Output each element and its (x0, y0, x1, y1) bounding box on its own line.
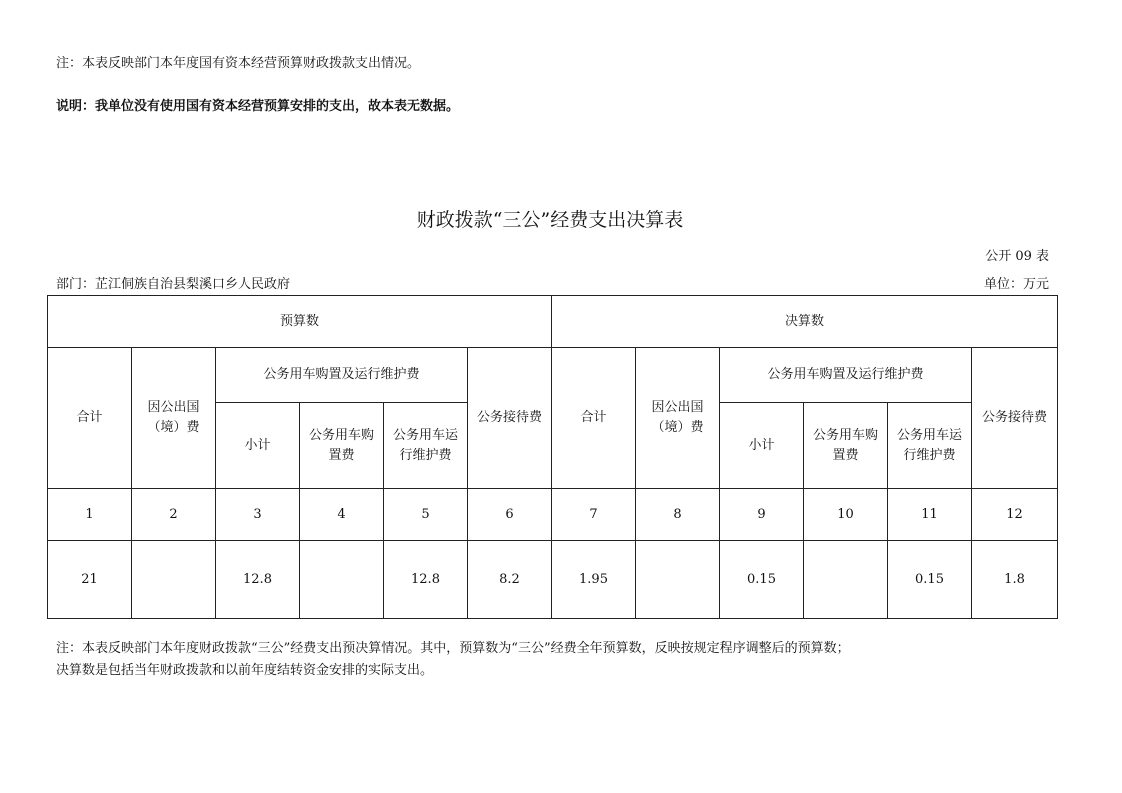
col-number: 1 (48, 489, 132, 541)
final-abroad-header: 因公出国（境）费 (636, 348, 720, 489)
value-cell: 8.2 (468, 541, 552, 619)
form-number: 公开 09 表 (985, 249, 1049, 264)
budget-subtotal-header: 小计 (216, 403, 300, 489)
col-number: 11 (888, 489, 972, 541)
value-cell (636, 541, 720, 619)
budget-vehicle-purchase-header: 公务用车购置费 (300, 403, 384, 489)
col-number: 8 (636, 489, 720, 541)
final-subtotal-header: 小计 (720, 403, 804, 489)
value-row (48, 541, 1058, 619)
col-number: 12 (972, 489, 1058, 541)
final-vehicle-group-header: 公务用车购置及运行维护费 (720, 348, 972, 403)
value-cell: 1.8 (972, 541, 1058, 619)
unit-label: 单位：万元 (983, 277, 1049, 292)
explanation-text: 说明：我单位没有使用国有资本经营预算安排的支出，故本表无数据。 (56, 99, 460, 114)
budget-header: 预算数 (48, 296, 552, 348)
value-cell (132, 541, 216, 619)
final-reception-header: 公务接待费 (972, 348, 1058, 489)
value-cell (300, 541, 384, 619)
value-cell: 0.15 (720, 541, 804, 619)
col-number: 3 (216, 489, 300, 541)
value-cell: 0.15 (888, 541, 972, 619)
col-number: 9 (720, 489, 804, 541)
col-number: 7 (552, 489, 636, 541)
final-header: 决算数 (552, 296, 1058, 348)
value-cell: 12.8 (384, 541, 468, 619)
department-label: 部门：芷江侗族自治县梨溪口乡人民政府 (56, 277, 291, 292)
col-number: 2 (132, 489, 216, 541)
col-number: 5 (384, 489, 468, 541)
note-bottom-line-2: 决算数是包括当年财政拨款和以前年度结转资金安排的实际支出。 (56, 663, 434, 678)
budget-vehicle-operation-header: 公务用车运行维护费 (384, 403, 468, 489)
column-number-row (48, 489, 1058, 541)
table-title: 财政拨款“三公”经费支出决算表 (416, 209, 684, 231)
note-top: 注：本表反映部门本年度国有资本经营预算财政拨款支出情况。 (56, 56, 421, 71)
col-number: 4 (300, 489, 384, 541)
final-total-header: 合计 (552, 348, 636, 489)
value-cell: 21 (48, 541, 132, 619)
note-bottom-line-1: 注：本表反映部门本年度财政拨款“三公”经费支出预决算情况。其中，预算数为“三公”经费全年预算数，反映按规定程序调整后的预算数； (56, 641, 850, 656)
col-number: 10 (804, 489, 888, 541)
budget-reception-header: 公务接待费 (468, 348, 552, 489)
value-cell (804, 541, 888, 619)
value-cell: 12.8 (216, 541, 300, 619)
budget-abroad-header: 因公出国（境）费 (132, 348, 216, 489)
budget-total-header: 合计 (48, 348, 132, 489)
value-cell: 1.95 (552, 541, 636, 619)
col-number: 6 (468, 489, 552, 541)
note-bottom (56, 638, 1056, 682)
final-vehicle-operation-header: 公务用车运行维护费 (888, 403, 972, 489)
final-vehicle-purchase-header: 公务用车购置费 (804, 403, 888, 489)
three-public-expense-table (47, 295, 1058, 619)
budget-vehicle-group-header: 公务用车购置及运行维护费 (216, 348, 468, 403)
